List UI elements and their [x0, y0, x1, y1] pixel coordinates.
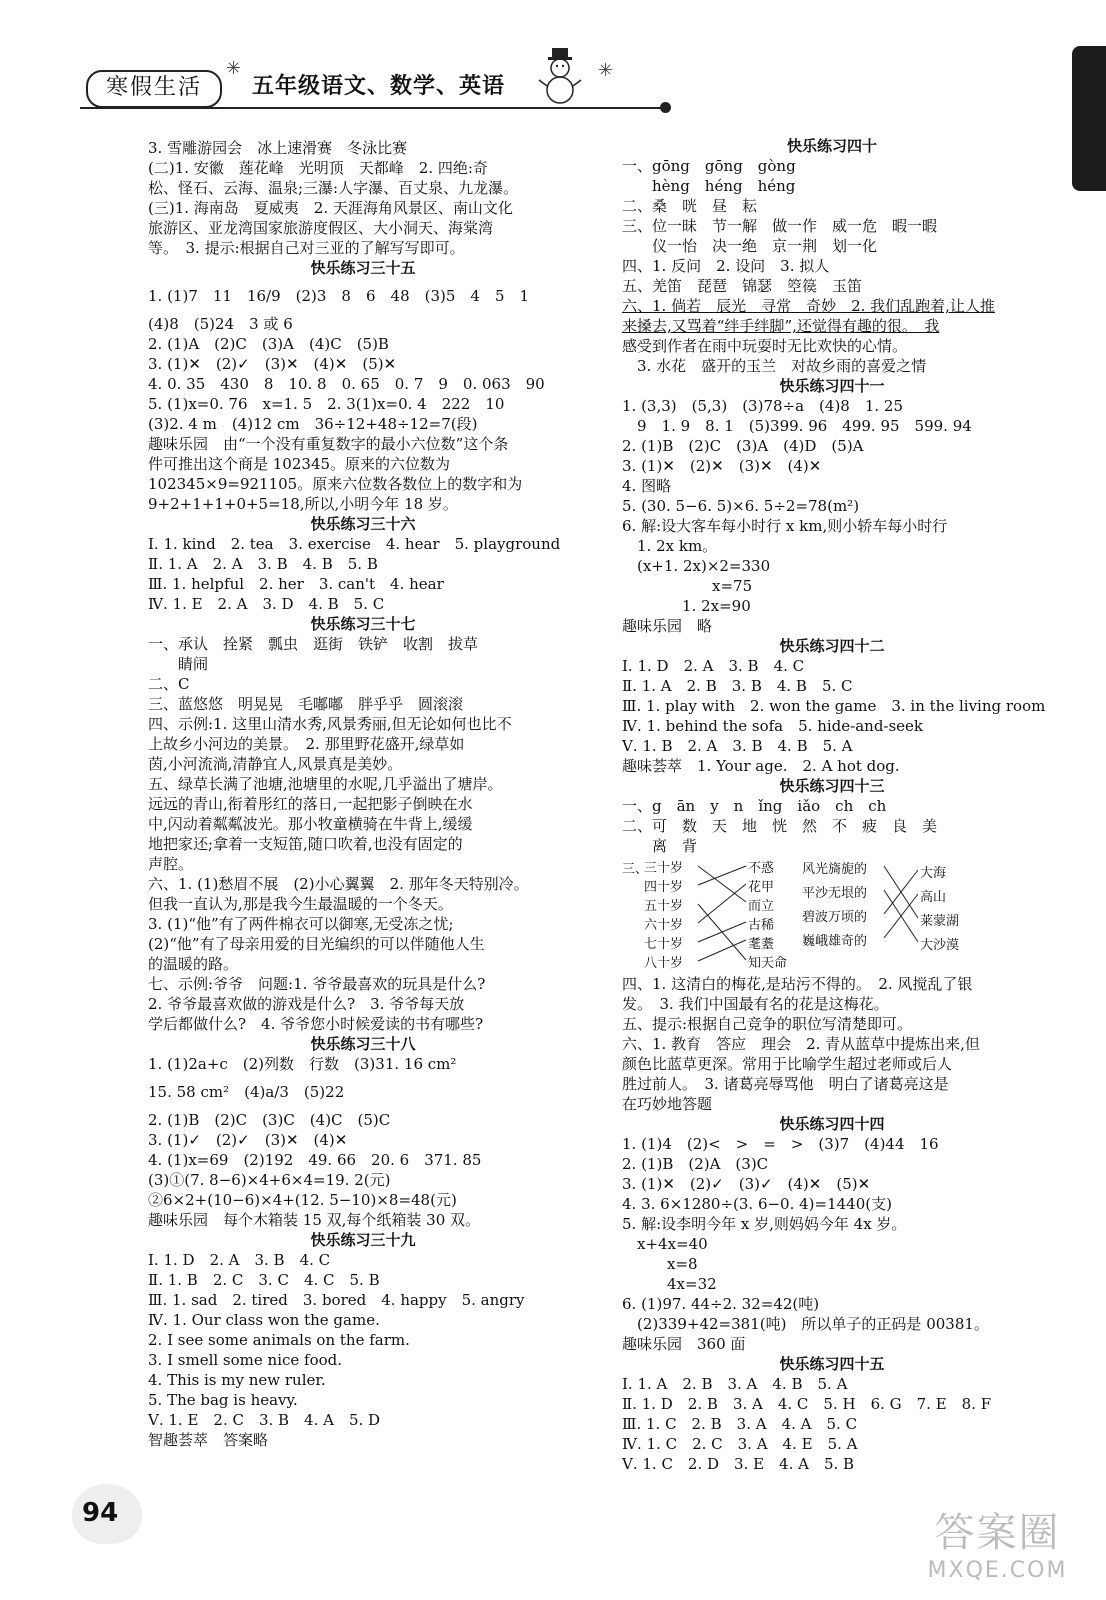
answer-line: 发。 3. 我们中国最有名的花是这梅花。	[622, 995, 889, 1013]
answer-line: 5. The bag is heavy.	[148, 1391, 298, 1409]
answer-line: 趣味乐园 略	[622, 617, 713, 635]
answer-line: 件可推出这个商是 102345。原来的六位数为	[148, 455, 451, 473]
section-heading: 快乐练习四十一	[779, 377, 885, 395]
answer-line: 1. (3,3) (5,3) (3)78÷a (4)8 1. 25	[622, 397, 904, 415]
answer-line: 1. 2x km。	[622, 537, 718, 555]
answer-line: Ⅳ. 1. behind the sofa 5. hide-and-seek	[622, 717, 924, 735]
match-item: 巍峨雄奇的	[802, 934, 868, 949]
answer-line: 仪一怡 决一绝 京一荆 划一化	[622, 237, 878, 255]
answer-line: 松、怪石、云海、温泉;三瀑:人字瀑、百丈泉、九龙瀑。	[148, 179, 519, 197]
match-item: 六十岁	[644, 918, 684, 933]
answer-line: 来搡去,又骂着“绊手绊脚”,还觉得有趣的很。 我	[622, 317, 940, 335]
answer-line: 4. 图略	[622, 477, 672, 495]
answer-line: 六、1. 教育 答应 理会 2. 青从蓝草中提炼出来,但	[622, 1035, 980, 1053]
answer-line: 在巧妙地答题	[622, 1095, 713, 1113]
answer-line: 趣味乐园 每个木箱装 15 双,每个纸箱装 30 双。	[148, 1211, 481, 1229]
answer-line: 4. 0. 35 430 8 10. 8 0. 65 0. 7 9 0. 063 90	[148, 375, 545, 393]
answer-line: 中,闪动着粼粼波光。那小牧童横骑在牛背上,缓缓	[148, 815, 473, 833]
answer-line: 3. (1)✕ (2)✓ (3)✓ (4)✕ (5)✕	[622, 1175, 871, 1193]
answer-line: 2. (1)B (2)C (3)A (4)D (5)A	[622, 437, 864, 455]
match-item: 五十岁	[644, 899, 684, 914]
answer-line: ②6×2+(10−6)×4+(12. 5−10)×8=48(元)	[148, 1191, 457, 1209]
answer-line: 上故乡小河边的美景。 2. 那里野花盛开,绿草如	[148, 735, 465, 753]
section-heading: 快乐练习三十七	[310, 615, 416, 633]
answer-line: Ⅰ. 1. A 2. B 3. A 4. B 5. A	[622, 1375, 848, 1393]
answer-line: 等。 3. 提示:根据自己对三亚的了解写写即可。	[148, 239, 465, 257]
answer-line: 声腔。	[148, 855, 194, 873]
answer-line: 5. (30. 5−6. 5)×6. 5÷2=78(m²)	[622, 497, 860, 515]
answer-line: 2. (1)B (2)C (3)C (4)C (5)C	[148, 1111, 391, 1129]
match-label: 三、	[622, 862, 649, 877]
answer-block-right-top	[622, 136, 1046, 856]
matching-exercise	[622, 856, 1042, 974]
answer-line: 但我一直认为,那是我今生最温暖的一个冬天。	[148, 895, 453, 913]
answer-line: 2. (1)A (2)C (3)A (4)C (5)B	[148, 335, 389, 353]
answer-line: Ⅳ. 1. C 2. C 3. A 4. E 5. A	[622, 1435, 858, 1453]
answer-line: 七、示例:爷爷 问题:1. 爷爷最喜欢的玩具是什么?	[148, 975, 486, 993]
section-heading: 快乐练习三十五	[310, 259, 416, 277]
answer-line: 趣味乐园 360 面	[622, 1335, 746, 1353]
match-item: 高山	[920, 890, 947, 905]
snowman-icon	[538, 46, 582, 104]
answer-line: hèng héng héng	[622, 177, 796, 195]
answer-line: 5. 解:设李明今年 x 岁,则妈妈今年 4x 岁。	[622, 1215, 907, 1233]
answer-line: 学后都做什么? 4. 爷爷您小时候爱读的书有哪些?	[148, 1015, 484, 1033]
section-heading: 快乐练习四十五	[779, 1355, 885, 1373]
answer-line: 地把家还;拿着一支短笛,随口吹着,也没有固定的	[148, 835, 463, 853]
answer-line: 六、1. 倘若 辰光 寻常 奇妙 2. 我们乱跑着,让人推	[622, 297, 995, 315]
answer-line: 远远的青山,衔着彤红的落日,一起把影子倒映在水	[148, 795, 473, 813]
answer-line: 五、提示:根据自己竞争的职位写清楚即可。	[622, 1015, 913, 1033]
answer-line: 胜过前人。 3. 诸葛亮辱骂他 明白了诸葛亮这是	[622, 1075, 949, 1093]
match-item: 七十岁	[644, 937, 684, 952]
answer-line: 4. This is my new ruler.	[148, 1371, 326, 1389]
section-heading: 快乐练习四十	[786, 137, 877, 155]
answer-line: 五、绿草长满了池塘,池塘里的水呢,几乎溢出了塘岸。	[148, 775, 503, 793]
section-heading: 快乐练习四十三	[779, 777, 885, 795]
section-heading: 快乐练习四十二	[779, 637, 885, 655]
answer-line: x+4x=40	[622, 1235, 708, 1253]
answer-line: Ⅲ. 1. play with 2. won the game 3. in the living room	[622, 697, 1046, 715]
answer-line: 1. 2x=90	[622, 597, 751, 615]
answer-line: 二、C	[148, 675, 190, 693]
match-item: 莱蒙湖	[920, 914, 960, 929]
answer-line: 2. 爷爷最喜欢做的游戏是什么? 3. 爷爷每天放	[148, 995, 465, 1013]
header-badge: 寒假生活	[86, 70, 222, 108]
match-item: 四十岁	[644, 880, 684, 895]
answer-line: 的温暖的路。	[148, 955, 239, 973]
section-heading: 快乐练习三十八	[310, 1035, 416, 1053]
answer-line: 六、1. (1)愁眉不展 (2)小心翼翼 2. 那年冬天特别冷。	[148, 875, 529, 893]
section-heading: 快乐练习三十六	[310, 515, 416, 533]
answer-line: 2. I see some animals on the farm.	[148, 1331, 410, 1349]
answer-line: 离 背	[622, 837, 698, 855]
answer-line: 一、gōng gōng gòng	[622, 157, 796, 175]
match-item: 平沙无垠的	[802, 886, 868, 901]
header-rule-dot	[660, 102, 671, 113]
answer-column-left	[148, 138, 578, 1450]
answer-line: x=8	[622, 1255, 698, 1273]
answer-line: 4. 3. 6×1280÷(3. 6−0. 4)=1440(支)	[622, 1195, 892, 1213]
answer-line: 1. (1)7 11 16/9 (2)3 8 6 48 (3)5 4 5 1	[148, 287, 530, 305]
answer-line: (x+1. 2x)×2=330	[622, 557, 771, 575]
match-item: 花甲	[748, 880, 775, 895]
match-item: 碧波万顷的	[802, 910, 868, 925]
answer-line: 3. 水花 盛开的玉兰 对故乡雨的喜爱之情	[622, 357, 927, 375]
answer-line: 五、羌笛 琵琶 锦瑟 箜篌 玉笛	[622, 277, 863, 295]
answer-line: 二、桑 咣 昼 耘	[622, 197, 758, 215]
answer-line: (三)1. 海南岛 夏威夷 2. 天涯海角风景区、南山文化	[148, 199, 513, 217]
answer-line: 5. (1)x=0. 76 x=1. 5 2. 3(1)x=0. 4 222 10	[148, 395, 505, 413]
answer-line: 1. (1)2a+c (2)列数 行数 (3)31. 16 cm²	[148, 1055, 457, 1073]
answer-line: 3. (1)✓ (2)✓ (3)✕ (4)✕	[148, 1131, 348, 1149]
answer-line: 1. (1)4 (2)< > = > (3)7 (4)44 16	[622, 1135, 939, 1153]
answer-line: (3)①(7. 8−6)×4+6×4=19. 2(元)	[148, 1171, 391, 1189]
answer-line: Ⅳ. 1. Our class won the game.	[148, 1311, 380, 1329]
answer-line: 3. 雪雕游园会 冰上速滑赛 冬泳比赛	[148, 139, 408, 157]
answer-line: Ⅰ. 1. kind 2. tea 3. exercise 4. hear 5. playground	[148, 535, 561, 553]
answer-line: Ⅱ. 1. A 2. B 3. B 4. B 5. C	[622, 677, 853, 695]
match-item: 不惑	[748, 861, 775, 876]
page-number: 94	[82, 1498, 119, 1528]
match-item: 风光旖旎的	[802, 862, 868, 877]
answer-line: x=75	[622, 577, 753, 595]
match-item: 耄耋	[748, 937, 775, 952]
answer-line: 3. (1)“他”有了两件棉衣可以御寒,无受冻之忧;	[148, 915, 454, 933]
answer-line: 4. (1)x=69 (2)192 49. 66 20. 6 371. 85	[148, 1151, 482, 1169]
answer-line: 趣味乐园 由“一个没有重复数字的最小六位数”这个条	[148, 435, 509, 453]
answer-line: 四、1. 这清白的梅花,是玷污不得的。 2. 风搅乱了银	[622, 975, 973, 993]
answer-line: 9 1. 9 8. 1 (5)399. 96 499. 95 599. 94	[622, 417, 972, 435]
answer-line: 6. 解:设大客车每小时行 x km,则小轿车每小时行	[622, 517, 948, 535]
answer-line: 6. (1)97. 44÷2. 32=42(吨)	[622, 1295, 820, 1313]
answer-line: 茵,小河流淌,清静宜人,风景真是美妙。	[148, 755, 403, 773]
watermark-text: 答案圈	[934, 1510, 1061, 1556]
answer-line: 15. 58 cm² (4)a/3 (5)22	[148, 1083, 345, 1101]
match-item: 大沙漠	[920, 938, 960, 953]
answer-line: 三、蓝悠悠 明晃晃 毛嘟嘟 胖乎乎 圆滚滚	[148, 695, 464, 713]
answer-line: Ⅱ. 1. D 2. B 3. A 4. C 5. H 6. G 7. E 8. F	[622, 1395, 992, 1413]
answer-line: 102345×9=921105。原来六位数各数位上的数字和为	[148, 475, 523, 493]
answer-line: 趣味荟萃 1. Your age. 2. A hot dog.	[622, 757, 900, 775]
match-item: 古稀	[748, 918, 775, 933]
watermark-url: MXQE.COM	[927, 1558, 1068, 1583]
answer-block-right-bottom	[622, 974, 1042, 1474]
snowflake-icon: ✳	[598, 60, 614, 81]
answer-line: 感受到作者在雨中玩耍时无比欢快的心情。	[622, 337, 908, 355]
answer-line: 3. I smell some nice food.	[148, 1351, 343, 1369]
match-item: 知天命	[748, 956, 788, 971]
answer-line: 9+2+1+1+0+5=18,所以,小明今年 18 岁。	[148, 495, 458, 513]
answer-line: Ⅴ. 1. C 2. D 3. E 4. A 5. B	[622, 1455, 855, 1473]
answer-line: 2. (1)B (2)A (3)C	[622, 1155, 769, 1173]
answer-line: (2)339+42=381(吨) 所以单子的正码是 00381。	[622, 1315, 989, 1333]
page-title: 五年级语文、数学、英语	[252, 73, 506, 99]
answer-column-right	[622, 136, 1046, 1474]
snowflake-icon: ✳	[226, 58, 242, 79]
matching-lines	[622, 856, 1042, 974]
answer-line: Ⅴ. 1. B 2. A 3. B 4. B 5. A	[622, 737, 853, 755]
match-item: 八十岁	[644, 956, 684, 971]
answer-line: (二)1. 安徽 莲花峰 光明顶 天都峰 2. 四绝:奇	[148, 159, 488, 177]
answer-line: 四、1. 反问 2. 设问 3. 拟人	[622, 257, 830, 275]
answer-line: Ⅲ. 1. sad 2. tired 3. bored 4. happy 5. angry	[148, 1291, 525, 1309]
match-item: 大海	[920, 866, 947, 881]
answer-line: Ⅱ. 1. B 2. C 3. C 4. C 5. B	[148, 1271, 380, 1289]
answer-line: 4x=32	[622, 1275, 717, 1293]
answer-line: Ⅲ. 1. helpful 2. her 3. can't 4. hear	[148, 575, 444, 593]
answer-line: 颜色比蓝草更深。常用于比喻学生超过老师或后人	[622, 1055, 953, 1073]
answer-line: 一、g ān y n ǐng iǎo ch ch	[622, 797, 887, 815]
answer-line: 3. (1)✕ (2)✕ (3)✕ (4)✕	[622, 457, 822, 475]
answer-line: 二、可 数 天 地 恍 然 不 疲 良 美	[622, 817, 938, 835]
answer-line: 一、承认 拴紧 瓢虫 逛街 铁铲 收割 拔草	[148, 635, 479, 653]
section-heading: 快乐练习四十四	[779, 1115, 885, 1133]
answer-line: 睛闹	[148, 655, 209, 673]
answer-line: Ⅳ. 1. E 2. A 3. D 4. B 5. C	[148, 595, 385, 613]
answer-line: 智趣荟萃 答案略	[148, 1431, 269, 1449]
answer-line: (2)“他”有了母亲用爱的目光编织的可以伴随他人生	[148, 935, 485, 953]
section-heading: 快乐练习三十九	[310, 1231, 416, 1249]
answer-line: 旅游区、亚龙湾国家旅游度假区、大小洞天、海棠湾	[148, 219, 494, 237]
header-rule	[80, 107, 665, 109]
edge-tab-marker	[1072, 46, 1106, 191]
answer-line: Ⅰ. 1. D 2. A 3. B 4. C	[148, 1251, 331, 1269]
match-item: 而立	[748, 899, 775, 914]
answer-line: (3)2. 4 m (4)12 cm 36÷12+48÷12=7(段)	[148, 415, 478, 433]
answer-line: Ⅰ. 1. D 2. A 3. B 4. C	[622, 657, 805, 675]
watermark-logo	[905, 1508, 1090, 1590]
answer-line: 三、位一昧 节一解 做一作 威一危 暇一暇	[622, 217, 938, 235]
answer-line: (4)8 (5)24 3 或 6	[148, 315, 293, 333]
answer-line: Ⅴ. 1. E 2. C 3. B 4. A 5. D	[148, 1411, 381, 1429]
answer-line: 3. (1)✕ (2)✓ (3)✕ (4)✕ (5)✕	[148, 355, 397, 373]
answer-line: 四、示例:1. 这里山清水秀,风景秀丽,但无论如何也比不	[148, 715, 512, 733]
answer-line: Ⅱ. 1. A 2. A 3. B 4. B 5. B	[148, 555, 378, 573]
match-item: 三十岁	[644, 861, 684, 876]
answer-line: Ⅲ. 1. C 2. B 3. A 4. A 5. C	[622, 1415, 858, 1433]
